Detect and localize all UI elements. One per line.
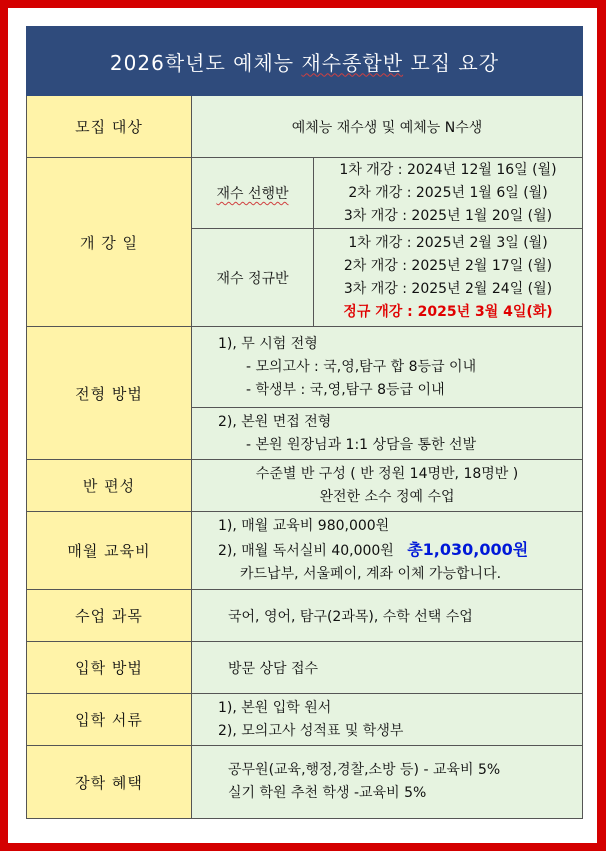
regular-date-3: 3차 개강 : 2025년 2월 24일 (월) xyxy=(343,280,553,297)
selection-part2-item-1: - 본원 원장님과 1:1 상담을 통한 선발 xyxy=(246,436,477,453)
selection-part1-head: 1), 무 시험 전형 xyxy=(218,335,318,352)
open-date-label: 개 강 일 xyxy=(27,158,192,327)
class-line-1: 수준별 반 구성 ( 반 정원 14명반, 18명반 ) xyxy=(255,465,519,482)
regular-date-1: 1차 개강 : 2025년 2월 3일 (월) xyxy=(348,234,548,251)
page-title xyxy=(27,27,583,96)
class-value xyxy=(192,460,583,512)
selection-part1 xyxy=(192,327,583,408)
scholarship-line-1: 공무원(교육,행정,경찰,소방 등) - 교육비 5% xyxy=(228,762,501,778)
selection-label: 전형 방법 xyxy=(27,327,192,460)
admission-method-label: 입학 방법 xyxy=(27,642,192,694)
preclass-dates xyxy=(314,158,583,229)
title-suffix: 모집 요강 xyxy=(403,50,500,75)
fee-line-1: 1), 매월 교육비 980,000원 xyxy=(218,518,390,534)
guide-table xyxy=(26,26,583,819)
admission-method-value: 방문 상담 접수 xyxy=(192,642,583,694)
selection-part2 xyxy=(192,408,583,460)
documents-label: 입학 서류 xyxy=(27,694,192,746)
scholarship-label: 장학 혜택 xyxy=(27,746,192,819)
subjects-value: 국어, 영어, 탐구(2과목), 수학 선택 수업 xyxy=(192,590,583,642)
preclass-date-3: 3차 개강 : 2025년 1월 20일 (월) xyxy=(343,207,553,224)
recruitment-guide xyxy=(26,26,582,823)
preclass-date-1: 1차 개강 : 2024년 12월 16일 (월) xyxy=(339,161,557,178)
fee-line-3: 카드납부, 서울페이, 계좌 이체 가능합니다. xyxy=(240,566,502,582)
regular-dates xyxy=(314,229,583,327)
regular-date-2: 2차 개강 : 2025년 2월 17일 (월) xyxy=(343,257,553,274)
target-label: 모집 대상 xyxy=(27,96,192,158)
subjects-label: 수업 과목 xyxy=(27,590,192,642)
documents-line-2: 2), 모의고사 성적표 및 학생부 xyxy=(218,722,404,739)
regular-name: 재수 정규반 xyxy=(192,229,314,327)
documents-value xyxy=(192,694,583,746)
documents-line-1: 1), 본원 입학 원서 xyxy=(218,699,332,716)
title-prefix: 2026학년도 예체능 xyxy=(109,50,302,75)
selection-part1-item-1: - 모의고사 : 국,영,탐구 합 8등급 이내 xyxy=(246,358,477,375)
selection-part1-item-2: - 학생부 : 국,영,탐구 8등급 이내 xyxy=(246,381,445,398)
scholarship-value xyxy=(192,746,583,819)
regular-highlight: 정규 개강 : 2025년 3월 4일(화) xyxy=(343,303,553,320)
selection-part2-head: 2), 본원 면접 전형 xyxy=(218,413,332,430)
scholarship-line-2: 실기 학원 추천 학생 -교육비 5% xyxy=(228,785,427,801)
preclass-date-2: 2차 개강 : 2025년 1월 6일 (월) xyxy=(348,184,548,201)
fee-total: 총1,030,000원 xyxy=(407,540,529,559)
fee-line-2: 2), 매월 독서실비 40,000원 총1,030,000원 xyxy=(218,540,529,559)
class-label: 반 편성 xyxy=(27,460,192,512)
class-line-2: 완전한 소수 정예 수업 xyxy=(319,488,455,505)
fee-value xyxy=(192,512,583,590)
fee-label: 매월 교육비 xyxy=(27,512,192,590)
title-underlined: 재수종합반 xyxy=(301,50,404,75)
preclass-name: 재수 선행반 xyxy=(192,158,314,229)
target-value: 예체능 재수생 및 예체능 N수생 xyxy=(192,96,583,158)
